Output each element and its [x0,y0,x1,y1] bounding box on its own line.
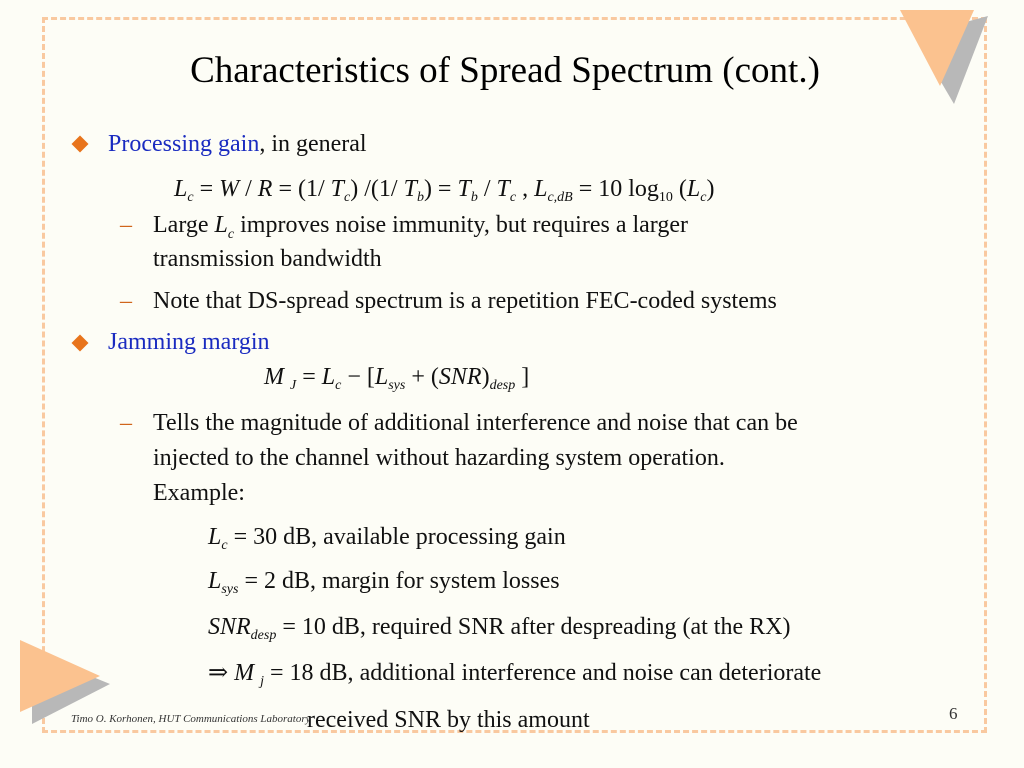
sub-bullet-text: transmission bandwidth [153,246,382,272]
example-value: 18 [289,660,314,686]
example-text: required SNR after despreading (at the RX) [371,614,791,640]
term-processing-gain: Processing gain [108,131,260,157]
example-unit: dB, [319,660,354,686]
processing-gain-equation: $L_c = W / R = (1/$ $T_c$) /(1/ $T_b) = T_b / T_c$ , $L_{c,dB} = 10$ $\log_{10} (L_c)$ [174,176,715,205]
slide-title: Characteristics of Spread Spectrum (cont.) [190,50,820,91]
bullet-text: , in general [259,131,367,157]
example-continuation: received SNR by this amount [307,707,590,733]
sub-bullet-text: improves noise immunity, but requires a larger [240,212,689,238]
page-number: 6 [949,704,958,723]
jamming-margin-equation: M $_J = L_c - [L_{sys} + (SNR)_{desp}$ ] [264,364,530,393]
example-unit: dB, [331,614,366,640]
example-value: 10 [301,614,326,640]
footer-author: Timo O. Korhonen, HUT Communications Laboratory [71,713,311,725]
example-jamming-result: ⇒ M $_j$ = 18 dB, additional interference and noise can deteriorate [208,660,822,689]
sub-bullet-text: Large [153,212,209,238]
example-value: 2 [264,568,277,594]
example-text: available processing gain [323,524,566,550]
example-text: margin for system losses [322,568,560,594]
example-value: 30 [253,524,278,550]
sub-bullet-text: Tells the magnitude of additional interference and noise that can be [153,410,798,436]
sub-bullet-large-lc: Large $L_c$ improves noise immunity, but requires a larger [153,212,689,242]
example-system-losses: $L_{sys} = 2$ dB, margin for system losses [208,568,560,597]
example-text: additional interference and noise can deteriorate [359,660,822,686]
example-unit: dB, [282,568,317,594]
term-jamming-margin: Jamming margin [108,329,270,355]
dash-marker: – [120,212,132,238]
dash-marker: – [120,288,132,314]
bullet-processing-gain [108,127,367,161]
dash-marker: – [120,410,132,436]
example-processing-gain: $L_c = 30$ dB, available processing gain [208,524,566,553]
sub-bullet-ds-spread: Note that DS-spread spectrum is a repetition FEC-coded systems [153,288,777,314]
example-unit: dB, [283,524,318,550]
sub-bullet-text: Example: [153,480,245,506]
sub-bullet-text: injected to the channel without hazarding system operation. [153,445,725,471]
example-required-snr: $SNR_{desp} = 10$ dB, required SNR after despreading (at the RX) [208,614,791,643]
